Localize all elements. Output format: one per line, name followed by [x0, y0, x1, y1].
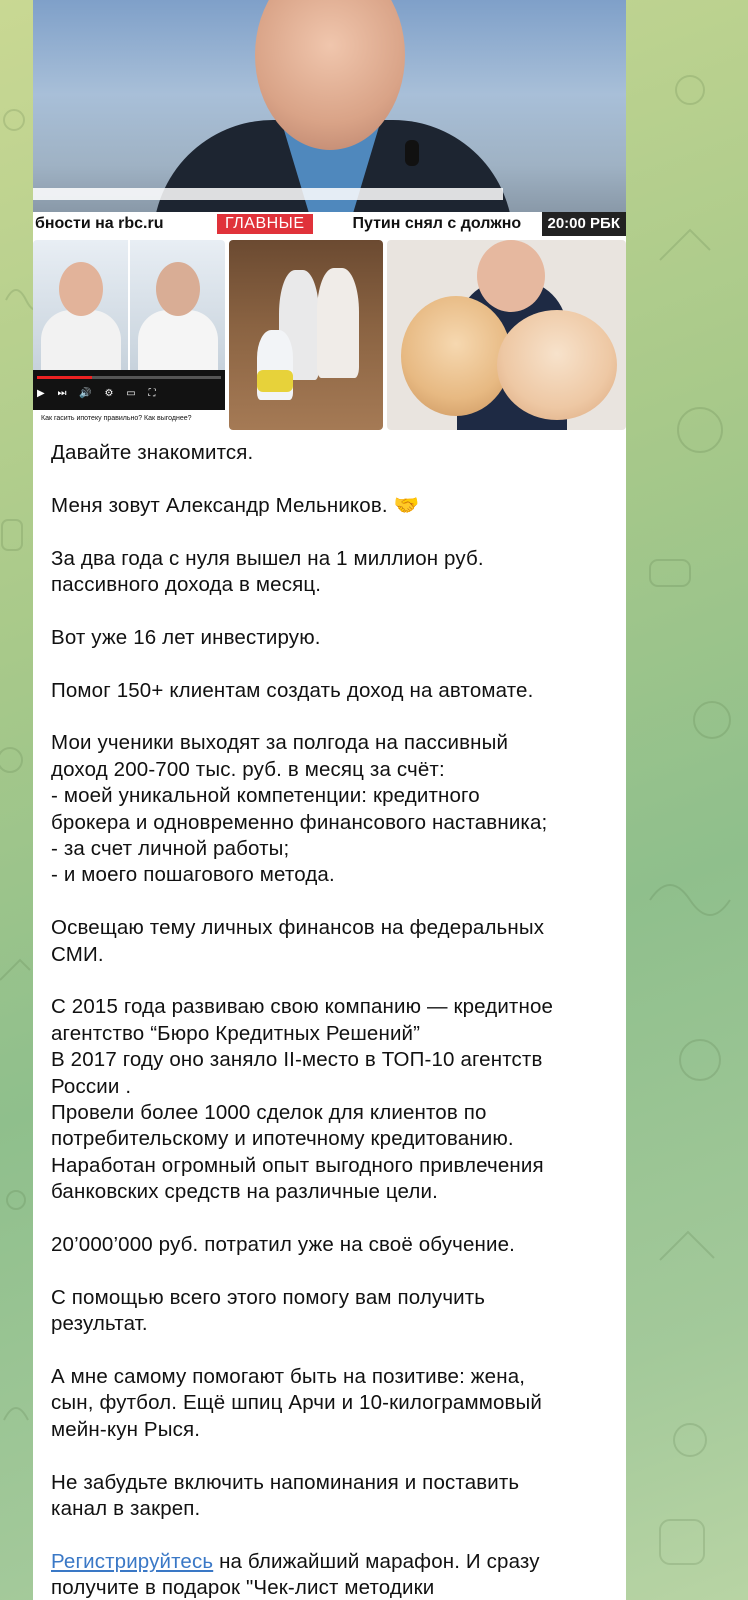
video-person-left-body: [41, 310, 121, 370]
message-bubble: [33, 0, 626, 1600]
photo-microphone: [405, 140, 419, 166]
video-person-right-body: [138, 310, 218, 370]
ticker-left-text: бности на rbc.ru: [35, 215, 164, 232]
message-paragraph: Помог 150+ клиентам создать доход на автомате.: [51, 678, 534, 702]
message-paragraph: За два года с нуля вышел на 1 миллион руб. пассивного дохода в месяц.: [51, 546, 484, 596]
tv-interview-photo[interactable]: [33, 0, 626, 236]
ticker-time-brand: [542, 212, 627, 236]
message-paragraph: С помощью всего этого помогу вам получить результат.: [51, 1285, 486, 1336]
message-paragraph: Не забудьте включить напоминания и поставить канал в закреп.: [51, 1470, 520, 1521]
maine-coon-cat: [497, 310, 617, 420]
video-person-left-face: [59, 262, 103, 316]
spitz-dog: [401, 296, 511, 416]
message-paragraph: Давайте знакомится.: [51, 441, 254, 464]
ticker-headline: Путин снял с должно: [352, 215, 522, 232]
video-person-right-face: [156, 262, 200, 316]
family-child-shorts: [257, 370, 293, 392]
message-paragraph: Мои ученики выходят за полгода на пассивный доход 200-700 тыс. руб. в месяц за счёт: - моей уникальной компетенции: кредитного брокера и одновременно финансового наставника; - за счет личной работы; - и моего пошагового метода.: [51, 731, 548, 887]
message-paragraph: Меня зовут Александр Мельников. 🤝: [51, 493, 420, 517]
video-progress[interactable]: [37, 376, 221, 379]
registration-text: на ближайший марафон. И сразу получите в подарок "Чек-лист методики: [51, 1549, 540, 1600]
video-panel-right: [130, 240, 225, 370]
video-panel-left: [33, 240, 128, 370]
message-paragraph: А мне самому помогают быть на позитиве: жена, сын, футбол. Ещё шпиц Арчи и 10-килограммовый мейн-кун Рыся.: [51, 1365, 543, 1441]
news-ticker: [33, 212, 626, 236]
message-paragraph: С 2015 года развиваю свою компанию — кредитное агентство “Бюро Кредитных Решений” В 2017 году оно заняло II-место в ТОП-10 агентств России . Провели более 1000 сделок для клиентов по потребительскому и ипотечному кредитованию. Наработан огромный опыт выгодного привлечения банковских средств на различные цели.: [51, 995, 554, 1204]
message-paragraph: Вот уже 16 лет инвестирую.: [51, 625, 321, 649]
register-link[interactable]: Регистрируйтесь: [51, 1549, 214, 1573]
message-paragraph: 20’000’000 руб. потратил уже на своё обучение.: [51, 1233, 515, 1257]
pets-photo-thumbnail[interactable]: [387, 240, 626, 430]
photo-lower-bar: [33, 188, 503, 200]
family-woman: [317, 268, 359, 378]
video-call-thumbnail[interactable]: [33, 240, 225, 430]
family-photo-thumbnail[interactable]: [229, 240, 383, 430]
ticker-time: 20:00: [547, 215, 586, 232]
message-text: [51, 440, 611, 1600]
ticker-badge: ГЛАВНЫЕ: [217, 214, 313, 234]
ticker-brand: РБК: [590, 215, 620, 232]
pets-owner-face: [477, 240, 545, 312]
registration-paragraph: [51, 1549, 611, 1600]
video-controls[interactable]: [33, 370, 225, 410]
video-control-icons: ▶ ⏭ 🔊 ⚙ ▭ ⛶: [37, 388, 161, 399]
video-caption: Как гасить ипотеку правильно? Как выгоднее?: [41, 415, 192, 422]
photo-grid: [33, 240, 626, 430]
message-paragraph: Освещаю тему личных финансов на федеральных СМИ.: [51, 916, 545, 966]
